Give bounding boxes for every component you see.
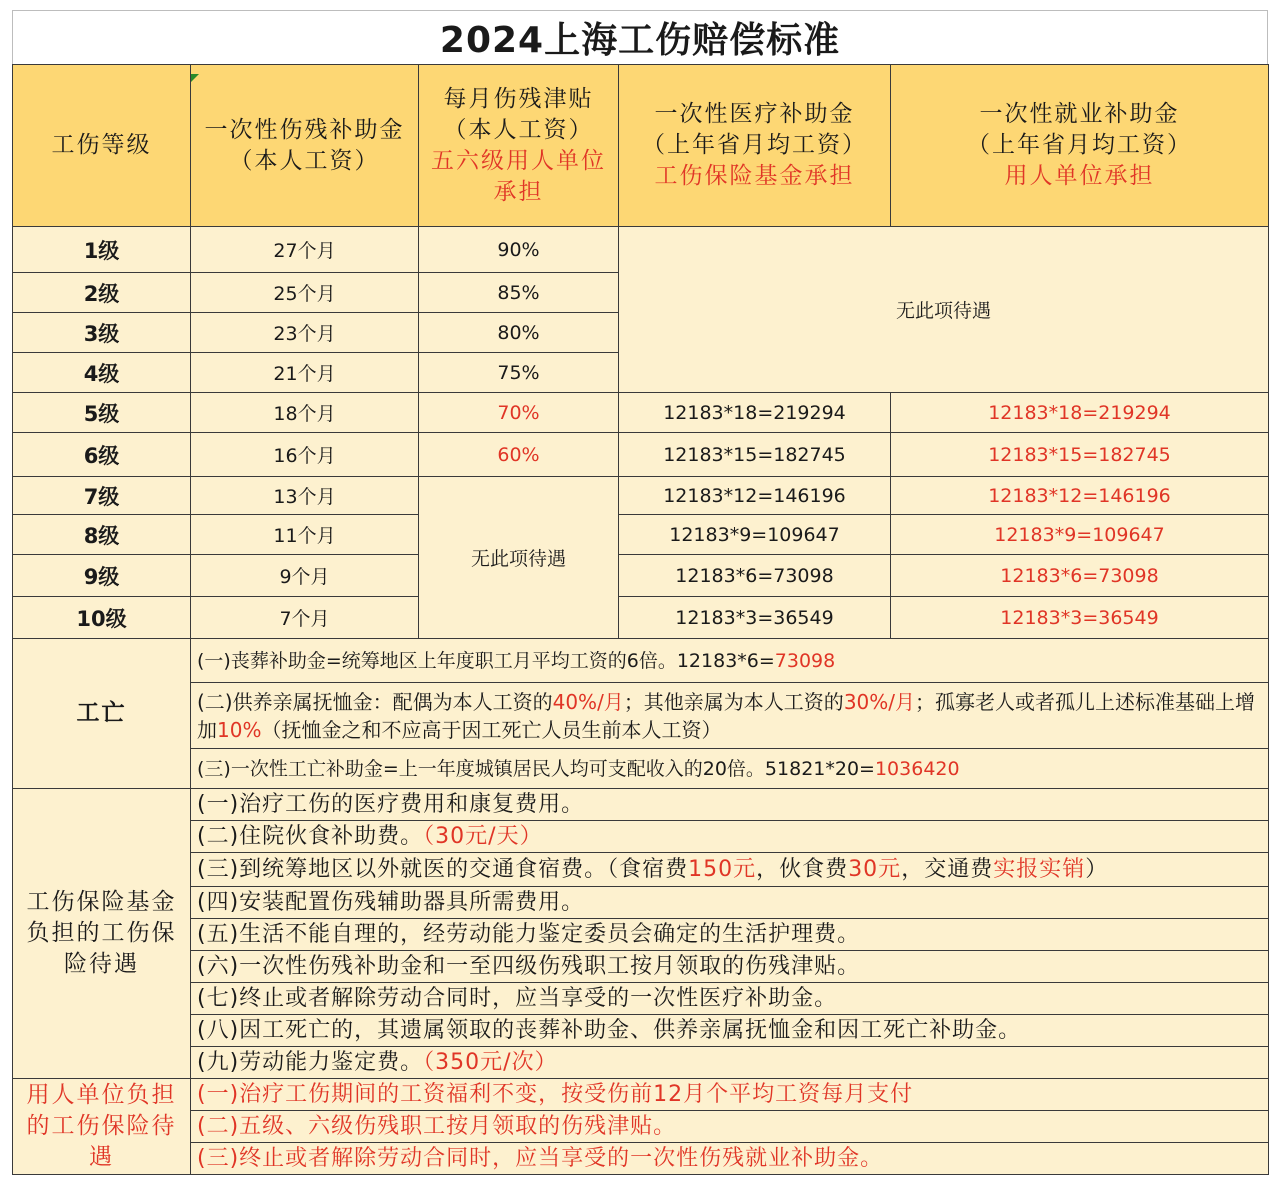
grade-cell: 8级 [13, 515, 191, 555]
table-row [13, 639, 1269, 683]
lump-sum-cell: 23个月 [191, 313, 419, 353]
death-section-label: 工亡 [13, 639, 191, 789]
grade-cell: 7级 [13, 477, 191, 515]
table-row [13, 1079, 1269, 1111]
header-row [13, 65, 1269, 227]
employment-cell: 12183*9=109647 [891, 515, 1269, 555]
employment-cell: 12183*3=36549 [891, 597, 1269, 639]
table-row [13, 919, 1269, 951]
header-grade: 工伤等级 [13, 65, 191, 227]
lump-sum-cell: 21个月 [191, 353, 419, 393]
fund-item: (四)安装配置伤残辅助器具所需费用。 [191, 887, 1269, 919]
table-row [13, 433, 1269, 477]
lump-sum-cell: 7个月 [191, 597, 419, 639]
table-row [13, 555, 1269, 597]
monthly-cell: 85% [419, 273, 619, 313]
employment-cell: 12183*6=73098 [891, 555, 1269, 597]
employer-item: (二)五级、六级伤残职工按月领取的伤残津贴。 [191, 1111, 1269, 1143]
table-row [13, 393, 1269, 433]
compensation-table [12, 64, 1269, 1175]
table-row [13, 1111, 1269, 1143]
lump-sum-cell: 25个月 [191, 273, 419, 313]
employment-cell: 12183*18=219294 [891, 393, 1269, 433]
lump-sum-cell: 18个月 [191, 393, 419, 433]
header-medical-subsidy: 一次性医疗补助金 （上年省月均工资） 工伤保险基金承担 [619, 65, 891, 227]
grade-cell: 2级 [13, 273, 191, 313]
monthly-cell: 90% [419, 227, 619, 273]
table-row [13, 1015, 1269, 1047]
fund-item: (九)劳动能力鉴定费。（350元/次） [191, 1047, 1269, 1079]
lump-sum-cell: 13个月 [191, 477, 419, 515]
monthly-cell: 80% [419, 313, 619, 353]
death-item-pension: (二)供养亲属抚恤金：配偶为本人工资的40%/月；其他亲属为本人工资的30%/月；孤寡老人或者孤儿上述标准基础上增加10%（抚恤金之和不应高于因工死亡人员生前本人工资） [191, 683, 1269, 749]
table-row [13, 887, 1269, 919]
fund-item: (六)一次性伤残补助金和一至四级伤残职工按月领取的伤残津贴。 [191, 951, 1269, 983]
lump-sum-cell: 27个月 [191, 227, 419, 273]
fund-item: (二)住院伙食补助费。（30元/天） [191, 821, 1269, 853]
fund-item: (七)终止或者解除劳动合同时，应当享受的一次性医疗补助金。 [191, 983, 1269, 1015]
fund-item: (五)生活不能自理的，经劳动能力鉴定委员会确定的生活护理费。 [191, 919, 1269, 951]
table-row [13, 951, 1269, 983]
table-row [13, 1047, 1269, 1079]
table-row [13, 983, 1269, 1015]
header-lump-sum: 一次性伤残补助金 （本人工资） [191, 65, 419, 227]
grade-cell: 1级 [13, 227, 191, 273]
table-row [13, 789, 1269, 821]
fund-item: (八)因工死亡的，其遗属领取的丧葬补助金、供养亲属抚恤金和因工死亡补助金。 [191, 1015, 1269, 1047]
grade-cell: 10级 [13, 597, 191, 639]
grade-cell: 6级 [13, 433, 191, 477]
medical-cell: 12183*18=219294 [619, 393, 891, 433]
medical-cell: 12183*6=73098 [619, 555, 891, 597]
table-row [13, 1143, 1269, 1175]
table-row [13, 515, 1269, 555]
cell-comment-marker [191, 74, 199, 82]
lump-sum-cell: 16个月 [191, 433, 419, 477]
table-row [13, 821, 1269, 853]
grade-cell: 4级 [13, 353, 191, 393]
table-row [13, 853, 1269, 887]
monthly-cell: 60% [419, 433, 619, 477]
lump-sum-cell: 11个月 [191, 515, 419, 555]
lump-sum-cell: 9个月 [191, 555, 419, 597]
medical-cell: 12183*15=182745 [619, 433, 891, 477]
employer-item: (一)治疗工伤期间的工资福利不变，按受伤前12月个平均工资每月支付 [191, 1079, 1269, 1111]
fund-section-label: 工伤保险基金负担的工伤保险待遇 [13, 789, 191, 1079]
grade-cell: 9级 [13, 555, 191, 597]
medical-cell: 12183*9=109647 [619, 515, 891, 555]
employment-cell: 12183*12=146196 [891, 477, 1269, 515]
no-benefit-cell: 无此项待遇 [619, 227, 1269, 393]
employment-cell: 12183*15=182745 [891, 433, 1269, 477]
grade-cell: 3级 [13, 313, 191, 353]
page-title: 2024上海工伤赔偿标准 [12, 10, 1268, 64]
monthly-cell: 70% [419, 393, 619, 433]
table-row [13, 227, 1269, 273]
death-item-funeral: (一)丧葬补助金=统筹地区上年度职工月平均工资的6倍。12183*6=73098 [191, 639, 1269, 683]
table-row [13, 683, 1269, 749]
table-row [13, 749, 1269, 789]
monthly-cell: 75% [419, 353, 619, 393]
death-item-lump-sum: (三)一次性工亡补助金=上一年度城镇居民人均可支配收入的20倍。51821*20=1036420 [191, 749, 1269, 789]
grade-cell: 5级 [13, 393, 191, 433]
employer-item: (三)终止或者解除劳动合同时，应当享受的一次性伤残就业补助金。 [191, 1143, 1269, 1175]
compensation-sheet [12, 10, 1268, 1175]
no-benefit-cell: 无此项待遇 [419, 477, 619, 639]
fund-item: (一)治疗工伤的医疗费用和康复费用。 [191, 789, 1269, 821]
medical-cell: 12183*3=36549 [619, 597, 891, 639]
employer-section-label: 用人单位负担的工伤保险待遇 [13, 1079, 191, 1175]
medical-cell: 12183*12=146196 [619, 477, 891, 515]
header-monthly-allowance: 每月伤残津贴 （本人工资） 五六级用人单位 承担 [419, 65, 619, 227]
fund-item: (三)到统筹地区以外就医的交通食宿费。（食宿费150元，伙食费30元，交通费实报实销） [191, 853, 1269, 887]
table-row [13, 477, 1269, 515]
header-employment-subsidy: 一次性就业补助金 （上年省月均工资） 用人单位承担 [891, 65, 1269, 227]
table-row [13, 597, 1269, 639]
